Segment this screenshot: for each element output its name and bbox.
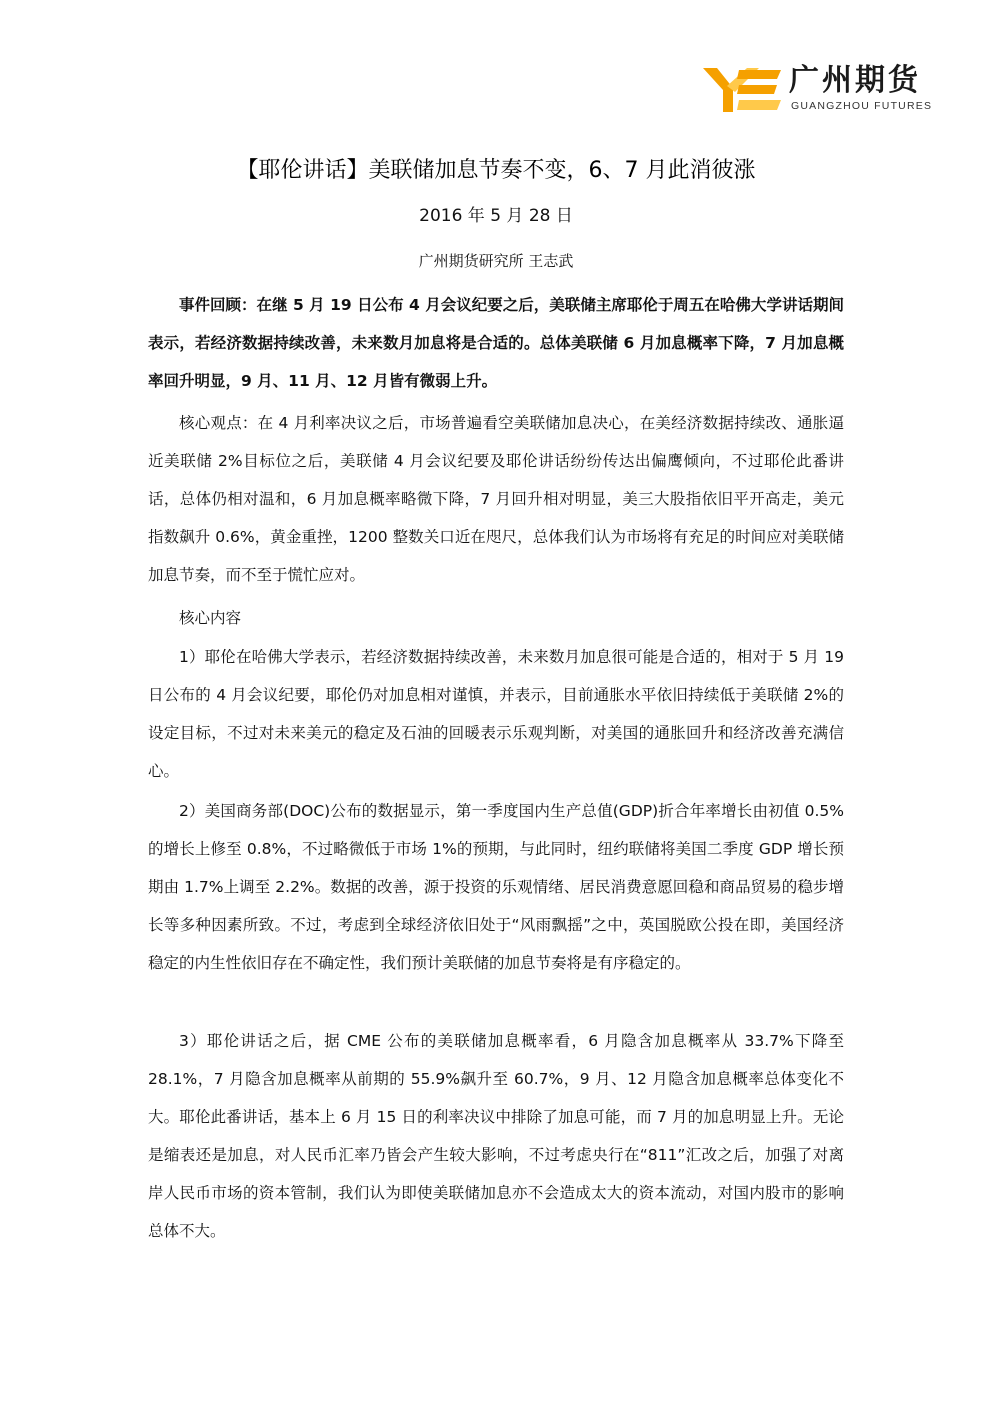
document-author: 广州期货研究所 王志武 — [418, 252, 574, 270]
company-logo — [703, 62, 933, 118]
logo-mark-icon — [703, 66, 783, 114]
point-paragraph-3: 3）耶伦讲话之后，据 CME 公布的美联储加息概率看，6 月隐含加息概率从 33.7%下降至 28.1%，7 月隐含加息概率从前期的 55.9%飙升至 60.7%，9 月、12 月隐含加息概率总体变化不大。耶伦此番讲话，基本上 6 月 15 日的利率决议中排除了加息可能，而 7 月的加息明显上升。无论是缩表还是加息，对人民币汇率乃皆会产生较大影响，不过考虑央行在“811”汇改之后，加强了对离岸人民币市场的资本管制，我们认为即使美联储加息亦不会造成太大的资本流动，对国内股市的影响总体不大。 — [148, 1032, 844, 1240]
point-paragraph-1: 1）耶伦在哈佛大学表示，若经济数据持续改善，未来数月加息很可能是合适的，相对于 5 月 19 日公布的 4 月会议纪要，耶伦仍对加息相对谨慎，并表示，目前通胀水平依旧持续低于美联储 2%的设定目标，不过对未来美元的稳定及石油的回暖表示乐观判断，对美国的通胀回升和经济改善充满信心。 — [148, 648, 844, 780]
document-title: 【耶伦讲话】美联储加息节奏不变，6、7 月此消彼涨 — [236, 158, 756, 183]
event-summary-paragraph: 事件回顾：在继 5 月 19 日公布 4 月会议纪要之后，美联储主席耶伦于周五在哈佛大学讲话期间表示，若经济数据持续改善，未来数月加息将是合适的。总体美联储 6 月加息概率下降，7 月加息概率回升明显，9 月、11 月、12 月皆有微弱上升。 — [148, 296, 844, 390]
point-paragraph-2: 2）美国商务部(DOC)公布的数据显示，第一季度国内生产总值(GDP)折合年率增长由初值 0.5%的增长上修至 0.8%，不过略微低于市场 1%的预期，与此同时，纽约联储将美国二季度 GDP 增长预期由 1.7%上调至 2.2%。数据的改善，源于投资的乐观情绪、居民消费意愿回稳和商品贸易的稳步增长等多种因素所致。不过，考虑到全球经济依旧处于“风雨飘摇”之中，英国脱欧公投在即，美国经济稳定的内生性依旧存在不确定性，我们预计美联储的加息节奏将是有序稳定的。 — [148, 802, 844, 972]
core-content-heading: 核心内容 — [179, 609, 242, 627]
logo-company-name-en: GUANGZHOU FUTURES — [791, 100, 933, 112]
document-date: 2016 年 5 月 28 日 — [419, 206, 573, 226]
core-view-paragraph: 核心观点：在 4 月利率决议之后，市场普遍看空美联储加息决心，在美经济数据持续改、通胀逼近美联储 2%目标位之后，美联储 4 月会议纪要及耶伦讲话纷纷传达出偏鹰倾向，不过耶伦此番讲话，总体仍相对温和，6 月加息概率略微下降，7 月回升相对明显，美三大股指依旧平开高走，美元指数飙升 0.6%，黄金重挫，1200 整数关口近在咫尺，总体我们认为市场将有充足的时间应对美联储加息节奏，而不至于慌忙应对。 — [148, 414, 844, 584]
logo-company-name: 广州期货 — [789, 63, 921, 98]
